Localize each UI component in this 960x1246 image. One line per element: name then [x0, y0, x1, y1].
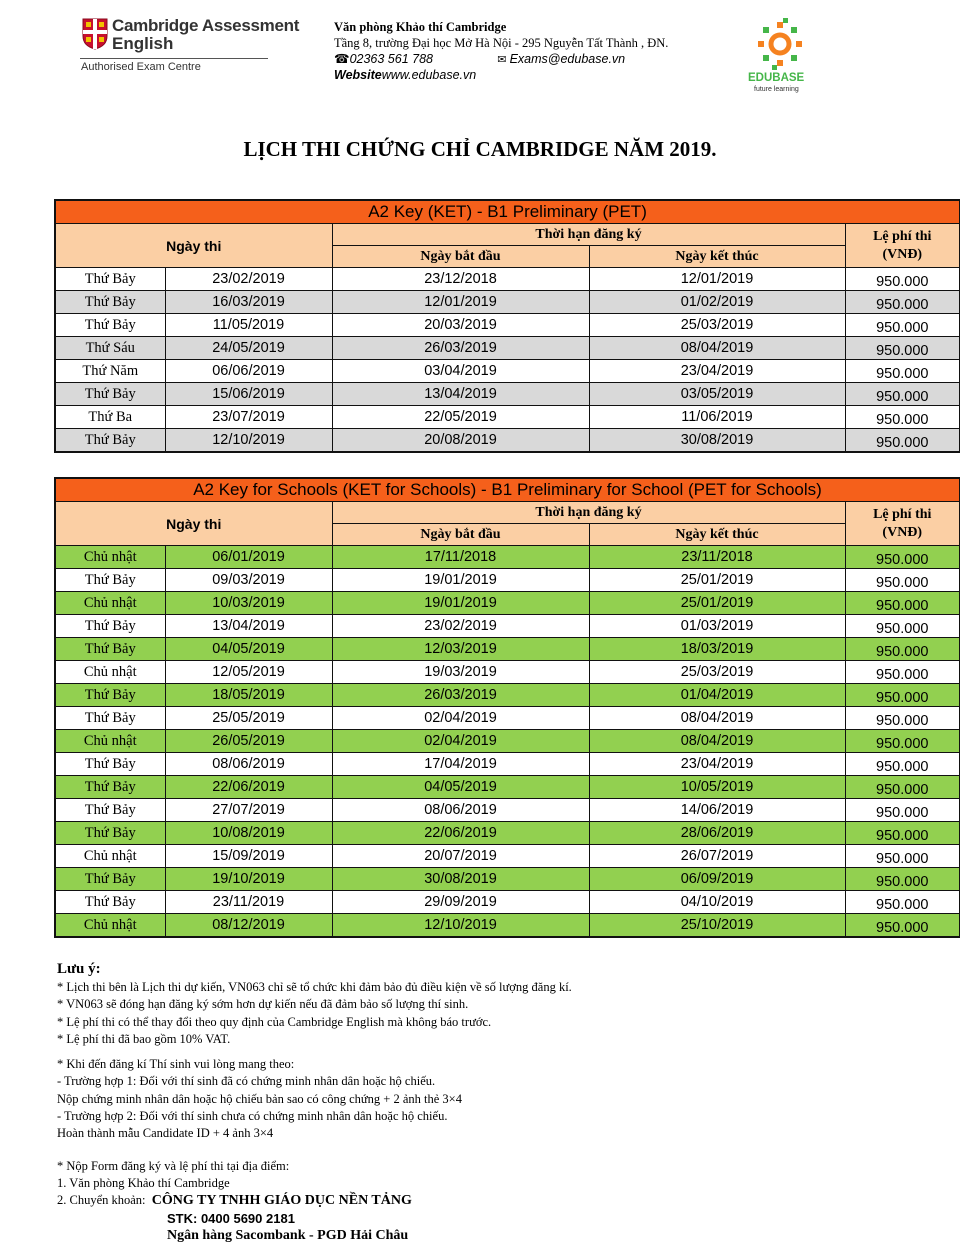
exam-weekday: Thứ Bảy	[55, 638, 165, 661]
reg-start-date: 22/06/2019	[332, 822, 589, 845]
office-name: Văn phòng Khảo thí Cambridge	[334, 20, 507, 34]
exam-weekday: Thứ Ba	[55, 406, 165, 429]
bank-account: STK: 0400 5690 2181	[167, 1210, 295, 1226]
reg-start-date: 02/04/2019	[332, 730, 589, 753]
exam-date: 26/05/2019	[165, 730, 332, 753]
exam-fee: 950.000	[845, 776, 960, 799]
note-line: * Lịch thi bên là Lịch thi dự kiến, VN063 chỉ sẽ tổ chức khi đảm bảo đủ điều kiện về số lượng đăng kí.	[57, 980, 572, 994]
exam-weekday: Thứ Bảy	[55, 868, 165, 891]
edubase-tagline: future learning	[754, 86, 799, 93]
exam-weekday: Thứ Bảy	[55, 429, 165, 453]
reg-start-date: 20/03/2019	[332, 314, 589, 337]
exam-date: 23/07/2019	[165, 406, 332, 429]
website-label: Website	[334, 68, 382, 82]
col-header-start: Ngày bắt đầu	[332, 524, 589, 546]
exam-fee: 950.000	[845, 707, 960, 730]
exam-weekday: Chủ nhật	[55, 546, 165, 569]
exam-weekday: Thứ Bảy	[55, 314, 165, 337]
office-email[interactable]: Exams@edubase.vn	[509, 52, 626, 66]
schedule-table-ket-pet-schools	[54, 477, 960, 938]
table-row	[55, 569, 960, 592]
exam-date: 27/07/2019	[165, 799, 332, 822]
exam-fee: 950.000	[845, 615, 960, 638]
exam-fee: 950.000	[845, 383, 960, 406]
reg-start-date: 19/03/2019	[332, 661, 589, 684]
exam-date: 08/12/2019	[165, 914, 332, 938]
exam-fee: 950.000	[845, 406, 960, 429]
table-row	[55, 661, 960, 684]
exam-weekday: Chủ nhật	[55, 661, 165, 684]
office-address: Tầng 8, trường Đại học Mở Hà Nội - 295 Nguyễn Tất Thành , ĐN.	[334, 36, 669, 50]
exam-weekday: Thứ Bảy	[55, 291, 165, 314]
col-header-end: Ngày kết thúc	[589, 524, 845, 546]
exam-weekday: Thứ Bảy	[55, 891, 165, 914]
col-header-fee	[845, 502, 960, 546]
reg-end-date: 01/03/2019	[589, 615, 845, 638]
table-row	[55, 615, 960, 638]
exam-fee: 950.000	[845, 569, 960, 592]
reg-start-date: 12/03/2019	[332, 638, 589, 661]
reg-start-date: 03/04/2019	[332, 360, 589, 383]
reg-end-date: 23/11/2018	[589, 546, 845, 569]
table-row	[55, 868, 960, 891]
exam-date: 10/03/2019	[165, 592, 332, 615]
fee-currency: (VNĐ)	[882, 524, 923, 540]
reg-start-date: 19/01/2019	[332, 569, 589, 592]
exam-date: 13/04/2019	[165, 615, 332, 638]
col-header-exam-date: Ngày thi	[55, 224, 332, 268]
note-line: * Lệ phí thi đã bao gồm 10% VAT.	[57, 1031, 231, 1046]
exam-fee: 950.000	[845, 730, 960, 753]
exam-date: 15/06/2019	[165, 383, 332, 406]
reg-start-date: 29/09/2019	[332, 891, 589, 914]
reg-start-date: 20/07/2019	[332, 845, 589, 868]
reg-end-date: 25/01/2019	[589, 569, 845, 592]
table-caption: A2 Key for Schools (KET for Schools) - B1 Preliminary for School (PET for Schools)	[55, 478, 960, 502]
brand-name-line2: English	[112, 34, 174, 53]
reg-end-date: 23/04/2019	[589, 360, 845, 383]
note-line: Nộp chứng minh nhân dân hoặc hộ chiếu bản sao có công chứng + 2 ảnh thẻ 3×4	[57, 1091, 462, 1106]
exam-date: 23/11/2019	[165, 891, 332, 914]
reg-end-date: 01/04/2019	[589, 684, 845, 707]
reg-start-date: 23/02/2019	[332, 615, 589, 638]
reg-end-date: 25/01/2019	[589, 592, 845, 615]
reg-end-date: 08/04/2019	[589, 337, 845, 360]
table-row	[55, 546, 960, 569]
reg-start-date: 19/01/2019	[332, 592, 589, 615]
reg-end-date: 25/03/2019	[589, 661, 845, 684]
reg-end-date: 11/06/2019	[589, 406, 845, 429]
exam-weekday: Thứ Bảy	[55, 684, 165, 707]
note-line: * Lệ phí thi có thể thay đổi theo quy định của Cambridge English mà không báo trước.	[57, 1014, 492, 1029]
note-line: * Khi đến đăng kí Thí sinh vui lòng mang theo:	[57, 1057, 295, 1072]
exam-fee: 950.000	[845, 753, 960, 776]
exam-weekday: Thứ Bảy	[55, 268, 165, 291]
note-line: * Nộp Form đăng ký và lệ phí thi tại địa điểm:	[57, 1158, 290, 1173]
exam-weekday: Thứ Bảy	[55, 822, 165, 845]
exam-weekday: Thứ Bảy	[55, 799, 165, 822]
office-website[interactable]: www.edubase.vn	[381, 68, 477, 82]
exam-weekday: Thứ Bảy	[55, 615, 165, 638]
fee-currency: (VNĐ)	[882, 246, 923, 262]
page-title: LỊCH THI CHỨNG CHỈ CAMBRIDGE NĂM 2019.	[243, 137, 717, 161]
reg-end-date: 06/09/2019	[589, 868, 845, 891]
table-row	[55, 730, 960, 753]
exam-fee: 950.000	[845, 546, 960, 569]
reg-start-date: 23/12/2018	[332, 268, 589, 291]
exam-weekday: Thứ Bảy	[55, 569, 165, 592]
schedule-table-ket-pet	[54, 199, 960, 453]
reg-start-date: 12/01/2019	[332, 291, 589, 314]
reg-end-date: 28/06/2019	[589, 822, 845, 845]
table-row	[55, 891, 960, 914]
reg-start-date: 17/04/2019	[332, 753, 589, 776]
company-name: CÔNG TY TNHH GIÁO DỤC NỀN TẢNG	[151, 1193, 412, 1209]
exam-weekday: Chủ nhật	[55, 845, 165, 868]
note-line: Hoàn thành mẫu Candidate ID + 4 ảnh 3×4	[57, 1126, 274, 1141]
reg-end-date: 26/07/2019	[589, 845, 845, 868]
col-header-start: Ngày bắt đầu	[332, 246, 589, 268]
table-row	[55, 684, 960, 707]
mail-icon: ✉	[497, 54, 507, 66]
exam-weekday: Thứ Bảy	[55, 707, 165, 730]
reg-end-date: 14/06/2019	[589, 799, 845, 822]
exam-fee: 950.000	[845, 360, 960, 383]
exam-date: 18/05/2019	[165, 684, 332, 707]
reg-start-date: 20/08/2019	[332, 429, 589, 453]
fee-label: Lệ phí thi	[873, 228, 932, 244]
exam-date: 22/06/2019	[165, 776, 332, 799]
edubase-name: EDUBASE	[748, 72, 805, 84]
exam-fee: 950.000	[845, 868, 960, 891]
exam-date: 06/01/2019	[165, 546, 332, 569]
reg-end-date: 25/10/2019	[589, 914, 845, 938]
notes-heading: Lưu ý:	[57, 961, 101, 977]
exam-date: 25/05/2019	[165, 707, 332, 730]
table-row	[55, 406, 960, 429]
reg-start-date: 08/06/2019	[332, 799, 589, 822]
table-row	[55, 314, 960, 337]
exam-date: 15/09/2019	[165, 845, 332, 868]
brand-divider	[80, 58, 268, 59]
reg-end-date: 08/04/2019	[589, 707, 845, 730]
reg-end-date: 08/04/2019	[589, 730, 845, 753]
exam-fee: 950.000	[845, 822, 960, 845]
table-row	[55, 776, 960, 799]
fee-label: Lệ phí thi	[873, 506, 932, 522]
table-row	[55, 753, 960, 776]
exam-fee: 950.000	[845, 268, 960, 291]
office-website-row	[334, 67, 476, 83]
brand-name: Cambridge Assessment	[112, 16, 300, 35]
edubase-logo-icon	[740, 16, 820, 96]
notes-section	[57, 960, 937, 1244]
reg-end-date: 12/01/2019	[589, 268, 845, 291]
exam-date: 11/05/2019	[165, 314, 332, 337]
reg-start-date: 22/05/2019	[332, 406, 589, 429]
exam-weekday: Thứ Sáu	[55, 337, 165, 360]
exam-date: 10/08/2019	[165, 822, 332, 845]
note-line: - Trường hợp 1: Đối với thí sinh đã có chứng minh nhân dân hoặc hộ chiếu.	[57, 1074, 436, 1089]
exam-weekday: Chủ nhật	[55, 914, 165, 938]
table-row	[55, 291, 960, 314]
exam-weekday: Thứ Bảy	[55, 753, 165, 776]
table-caption: A2 Key (KET) - B1 Preliminary (PET)	[55, 200, 960, 224]
reg-start-date: 12/10/2019	[332, 914, 589, 938]
exam-date: 19/10/2019	[165, 868, 332, 891]
exam-fee: 950.000	[845, 891, 960, 914]
exam-weekday: Thứ Bảy	[55, 383, 165, 406]
exam-weekday: Thứ Năm	[55, 360, 165, 383]
exam-fee: 950.000	[845, 592, 960, 615]
office-phone: 02363 561 788	[349, 52, 433, 66]
reg-start-date: 30/08/2019	[332, 868, 589, 891]
reg-end-date: 01/02/2019	[589, 291, 845, 314]
exam-date: 16/03/2019	[165, 291, 332, 314]
exam-fee: 950.000	[845, 684, 960, 707]
exam-fee: 950.000	[845, 291, 960, 314]
table-row	[55, 799, 960, 822]
table-row	[55, 707, 960, 730]
office-contact	[334, 51, 625, 68]
exam-fee: 950.000	[845, 314, 960, 337]
reg-end-date: 25/03/2019	[589, 314, 845, 337]
reg-end-date: 18/03/2019	[589, 638, 845, 661]
table-row	[55, 638, 960, 661]
reg-start-date: 13/04/2019	[332, 383, 589, 406]
table-row	[55, 845, 960, 868]
exam-fee: 950.000	[845, 845, 960, 868]
exam-fee: 950.000	[845, 337, 960, 360]
exam-fee: 950.000	[845, 799, 960, 822]
brand-subtitle: Authorised Exam Centre	[81, 61, 201, 73]
exam-date: 09/03/2019	[165, 569, 332, 592]
exam-date: 24/05/2019	[165, 337, 332, 360]
note-line: - Trường hợp 2: Đối với thí sinh chưa có chứng minh nhân dân hoặc hộ chiếu.	[57, 1109, 448, 1124]
col-header-reg-period: Thời hạn đăng ký	[332, 502, 845, 524]
exam-weekday: Chủ nhật	[55, 592, 165, 615]
exam-date: 23/02/2019	[165, 268, 332, 291]
col-header-end: Ngày kết thúc	[589, 246, 845, 268]
col-header-exam-date: Ngày thi	[55, 502, 332, 546]
col-header-reg-period: Thời hạn đăng ký	[332, 224, 845, 246]
reg-end-date: 30/08/2019	[589, 429, 845, 453]
reg-start-date: 17/11/2018	[332, 546, 589, 569]
place-2-label: 2. Chuyển khoản:	[57, 1193, 146, 1208]
reg-end-date: 03/05/2019	[589, 383, 845, 406]
exam-fee: 950.000	[845, 661, 960, 684]
bank-name: Ngân hàng Sacombank - PGD Hải Châu	[167, 1227, 409, 1243]
exam-date: 12/05/2019	[165, 661, 332, 684]
reg-end-date: 23/04/2019	[589, 753, 845, 776]
note-line: * VN063 sẽ đóng hạn đăng ký sớm hơn dự kiến nếu đã đảm bảo số lượng thí sinh.	[57, 997, 469, 1012]
reg-end-date: 04/10/2019	[589, 891, 845, 914]
exam-date: 08/06/2019	[165, 753, 332, 776]
reg-start-date: 02/04/2019	[332, 707, 589, 730]
exam-fee: 950.000	[845, 638, 960, 661]
phone-icon: ☎	[334, 52, 350, 66]
table-row	[55, 383, 960, 406]
place-1: 1. Văn phòng Khảo thí Cambridge	[57, 1175, 230, 1190]
exam-fee: 950.000	[845, 914, 960, 938]
col-header-fee	[845, 224, 960, 268]
exam-weekday: Thứ Bảy	[55, 776, 165, 799]
table-row	[55, 360, 960, 383]
place-2	[57, 1192, 937, 1209]
cambridge-shield-icon	[82, 18, 108, 50]
exam-fee: 950.000	[845, 429, 960, 453]
exam-date: 12/10/2019	[165, 429, 332, 453]
reg-start-date: 04/05/2019	[332, 776, 589, 799]
table-row	[55, 429, 960, 453]
table-row	[55, 822, 960, 845]
exam-date: 06/06/2019	[165, 360, 332, 383]
reg-start-date: 26/03/2019	[332, 337, 589, 360]
reg-end-date: 10/05/2019	[589, 776, 845, 799]
table-row	[55, 337, 960, 360]
exam-date: 04/05/2019	[165, 638, 332, 661]
table-row	[55, 268, 960, 291]
reg-start-date: 26/03/2019	[332, 684, 589, 707]
table-row	[55, 914, 960, 938]
exam-weekday: Chủ nhật	[55, 730, 165, 753]
table-row	[55, 592, 960, 615]
